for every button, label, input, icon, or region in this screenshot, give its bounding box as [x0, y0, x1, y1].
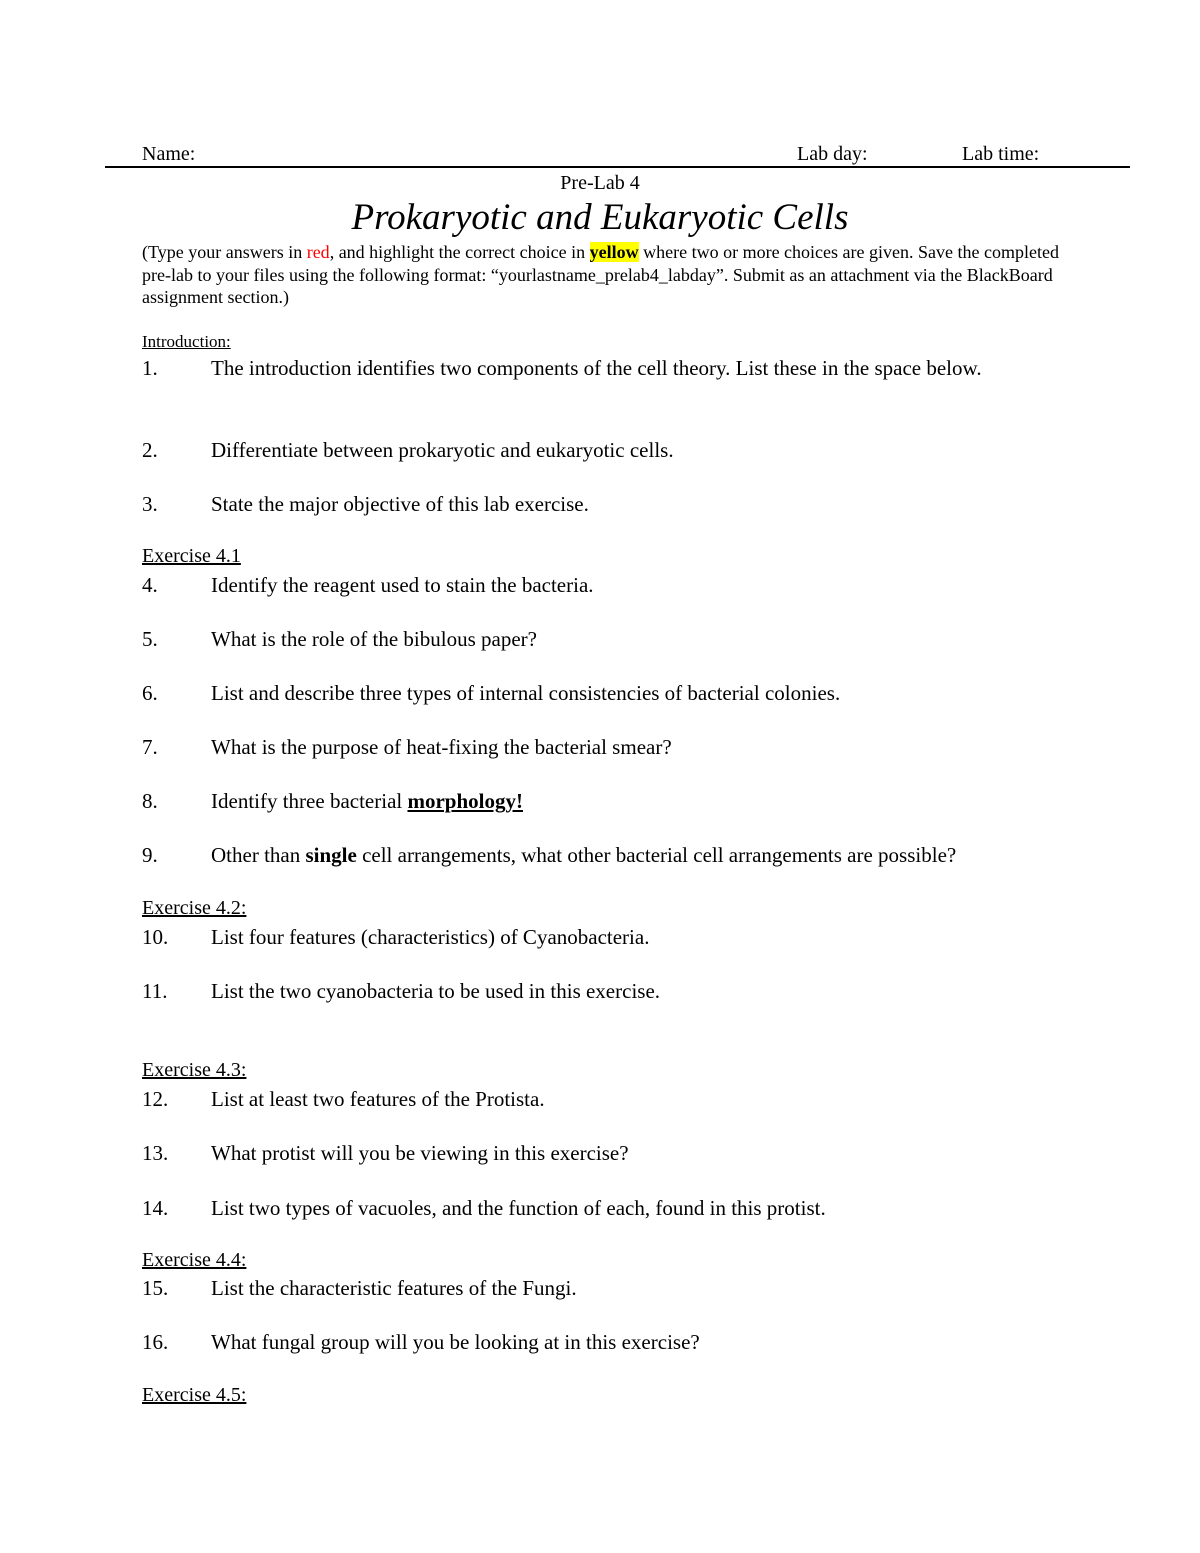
question-text: List the two cyanobacteria to be used in this exercise.: [211, 979, 661, 1003]
instructions-text-2: , and highlight the correct choice in: [329, 242, 590, 262]
section-exercise-4-1: Exercise 4.1: [142, 545, 241, 567]
page-title: Prokaryotic and Eukaryotic Cells: [351, 197, 849, 238]
question-text: List two types of vacuoles, and the function of each, found in this protist.: [211, 1196, 826, 1220]
section-exercise-4-2: Exercise 4.2:: [142, 897, 247, 919]
instructions: [142, 241, 1072, 309]
section-exercise-4-5: Exercise 4.5:: [142, 1384, 247, 1406]
question-number: 7.: [142, 735, 158, 759]
question-number: 5.: [142, 627, 158, 651]
section-exercise-4-4: Exercise 4.4:: [142, 1249, 247, 1271]
question-number: 16.: [142, 1330, 169, 1354]
question-number: 3.: [142, 492, 158, 516]
lab-time-label: Lab time:: [962, 143, 1040, 165]
question-text: List the characteristic features of the Fungi.: [211, 1276, 577, 1300]
question-text-pre: Other than: [211, 843, 306, 867]
question-text: What is the role of the bibulous paper?: [211, 627, 537, 651]
instructions-yellow-word: yellow: [589, 242, 639, 262]
instructions-text-3: where two or more choices are given. Save the completed pre-lab to your files using the following format: “yourlastname_prelab4_labday”. Submit as an attachment via the BlackBoard assignment section.): [142, 242, 1059, 307]
question-text: What is the purpose of heat-fixing the bacterial smear?: [211, 735, 672, 759]
instructions-red-word: red: [306, 242, 330, 262]
question-text: [211, 841, 1041, 869]
question-text-plain: Identify three bacterial: [211, 789, 408, 813]
question-text: List at least two features of the Protista.: [211, 1087, 545, 1111]
question-number: 15.: [142, 1276, 169, 1300]
question-number: 6.: [142, 681, 158, 705]
question-text: Identify the reagent used to stain the bacteria.: [211, 573, 594, 597]
question-text: List four features (characteristics) of Cyanobacteria.: [211, 925, 650, 949]
question-number: 13.: [142, 1141, 169, 1165]
question-number: 14.: [142, 1196, 169, 1220]
question-emphasis: single: [305, 843, 357, 867]
question-number: 1.: [142, 356, 158, 380]
question-text: The introduction identifies two components of the cell theory. List these in the space below.: [211, 356, 982, 380]
page-subtitle: Pre-Lab 4: [560, 172, 640, 194]
question-number: 2.: [142, 438, 158, 462]
question-text: [211, 787, 1041, 815]
question-text: State the major objective of this lab exercise.: [211, 492, 589, 516]
section-exercise-4-3: Exercise 4.3:: [142, 1059, 247, 1081]
question-text: List and describe three types of internal consistencies of bacterial colonies.: [211, 681, 841, 705]
section-introduction: Introduction:: [142, 332, 231, 351]
name-label: Name:: [142, 143, 196, 165]
question-number: 10.: [142, 925, 169, 949]
question-text: What fungal group will you be looking at in this exercise?: [211, 1330, 700, 1354]
question-text: Differentiate between prokaryotic and eukaryotic cells.: [211, 438, 674, 462]
instructions-text-1: (Type your answers in: [142, 242, 307, 262]
question-text-post: cell arrangements, what other bacterial cell arrangements are possible?: [356, 843, 957, 867]
question-number: 8.: [142, 789, 158, 813]
question-number: 11.: [142, 979, 168, 1003]
question-text: What protist will you be viewing in this exercise?: [211, 1141, 629, 1165]
header-rule: [105, 166, 1130, 168]
question-number: 4.: [142, 573, 158, 597]
lab-day-label: Lab day:: [797, 143, 868, 165]
question-number: 9.: [142, 843, 158, 867]
question-emphasis: morphology!: [407, 789, 523, 813]
question-number: 12.: [142, 1087, 169, 1111]
